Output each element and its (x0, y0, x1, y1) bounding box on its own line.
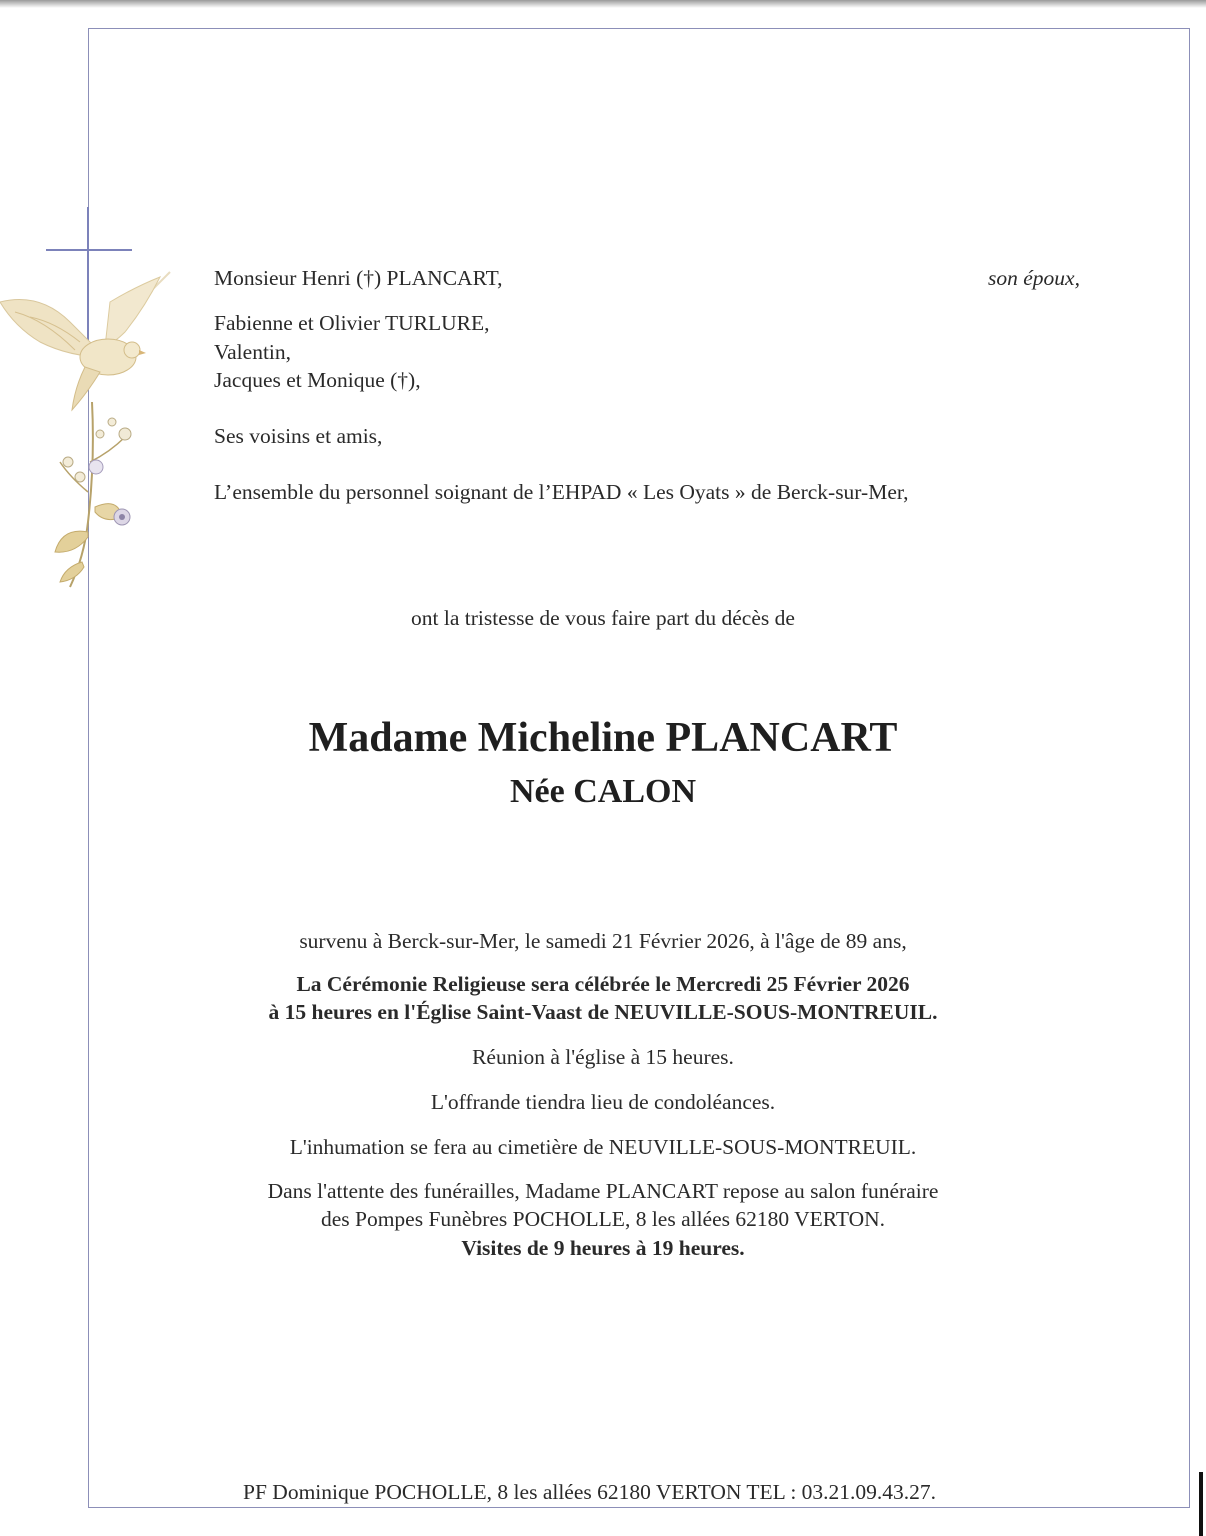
ceremony-line: La Cérémonie Religieuse sera célébrée le Mercredi 25 Février 2026 (296, 972, 910, 996)
rest-line: Dans l'attente des funérailles, Madame PLANCART repose au salon funéraire (267, 1179, 939, 1203)
rest-line: des Pompes Funèbres POCHOLLE, 8 les allées 62180 VERTON. (320, 1207, 886, 1231)
page-border (88, 28, 1190, 1508)
death-details: survenu à Berck-sur-Mer, le samedi 21 Février 2026, à l'âge de 89 ans, (299, 929, 907, 953)
neighbours-line: Ses voisins et amis, (214, 424, 383, 448)
announcement-text: ont la tristesse de vous faire part du décès de (411, 606, 795, 630)
offering-line: L'offrande tiendra lieu de condoléances. (430, 1090, 776, 1114)
family-member: Fabienne et Olivier TURLURE, (214, 311, 490, 335)
dove-flower-decoration (0, 262, 175, 592)
maiden-name: Née CALON (509, 773, 697, 810)
ceremony-line: à 15 heures en l'Église Saint-Vaast de NEUVILLE-SOUS-MONTREUIL. (268, 1000, 938, 1024)
staff-line: L’ensemble du personnel soignant de l’EHPAD « Les Oyats » de Berck-sur-Mer, (214, 480, 909, 504)
burial-line: L'inhumation se fera au cimetière de NEUVILLE-SOUS-MONTREUIL. (289, 1135, 917, 1159)
scan-top-shadow (0, 0, 1206, 8)
spouse-line: Monsieur Henri (†) PLANCART, (214, 266, 503, 290)
family-member: Jacques et Monique (†), (214, 368, 421, 392)
visits-line: Visites de 9 heures à 19 heures. (461, 1236, 745, 1260)
family-member: Valentin, (214, 340, 292, 364)
footer-contact: PF Dominique POCHOLLE, 8 les allées 62180 VERTON TEL : 03.21.09.43.27. (243, 1480, 937, 1504)
meeting-line: Réunion à l'église à 15 heures. (472, 1045, 734, 1069)
scan-edge-mark (1199, 1472, 1203, 1536)
deceased-name: Madame Micheline PLANCART (308, 715, 898, 761)
spouse-role: son époux, (988, 266, 1080, 290)
